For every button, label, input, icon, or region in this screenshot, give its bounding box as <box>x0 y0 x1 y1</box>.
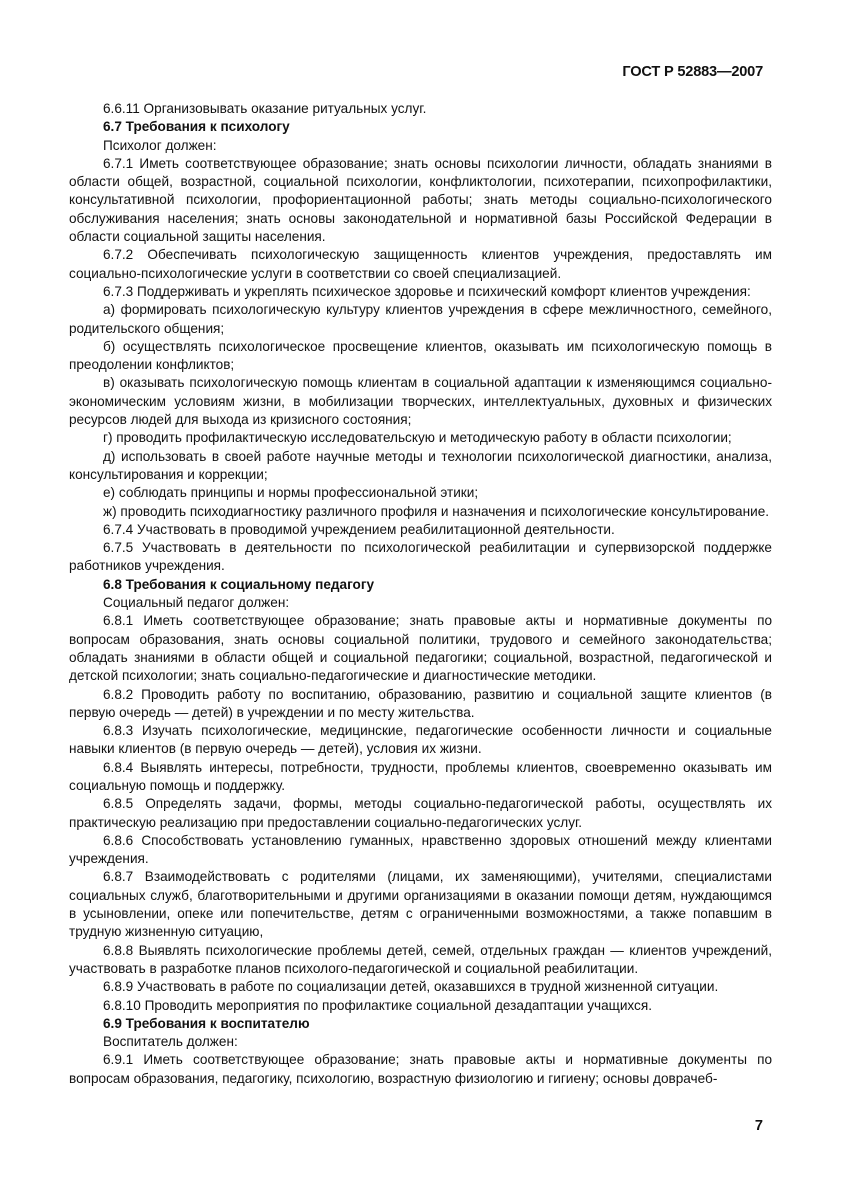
paragraph: е) соблюдать принципы и нормы профессиональной этики; <box>103 485 479 501</box>
paragraph: Воспитатель должен: <box>103 1034 238 1050</box>
section-heading: 6.9 Требования к воспитателю <box>103 1015 310 1031</box>
section-heading: 6.8 Требования к социальному педагогу <box>103 576 375 592</box>
paragraph: в) оказывать психологическую помощь клиентам в социальной адаптации к изменяющимся социально-экономическим условиям жизни, в мобилизации творческих, интеллектуальных, духовных и физических ресурсов людей для выхода из кризисного состояния; <box>69 375 772 428</box>
paragraph: 6.8.6 Способствовать установлению гуманных, нравственно здоровых отношений между клиентами учреждения. <box>69 832 772 867</box>
paragraph: 6.8.4 Выявлять интересы, потребности, трудности, проблемы клиентов, своевременно оказывать им социальную помощь и поддержку. <box>69 759 772 793</box>
page-number: 7 <box>754 1118 763 1134</box>
paragraph: Психолог должен: <box>103 137 217 153</box>
paragraph: 6.7.5 Участвовать в деятельности по психологической реабилитации и супервизорской поддержке работников учреждения. <box>69 540 772 574</box>
paragraph: 6.6.11 Организовывать оказание ритуальных услуг. <box>103 101 427 116</box>
paragraph: г) проводить профилактическую исследовательскую и методическую работу в области психологии; <box>103 430 732 446</box>
paragraph: 6.7.1 Иметь соответствующее образование; знать основы психологии личности, обладать знаниями в области общей, возрастной, социальной психологии, конфликтологии, психотерапии, психопрофилактики, консультативной психологии, профориентационной работы; знать методы социально-психологического обслуживания населения; знать основы законодательной и нормативной базы Российской Федерации в области социальной защиты населения. <box>69 155 772 245</box>
document-standard-id: ГОСТ Р 52883—2007 <box>622 64 763 80</box>
paragraph: ж) проводить психодиагностику различного профиля и назначения и психологические консультирование. <box>103 503 770 519</box>
paragraph: 6.8.10 Проводить мероприятия по профилактике социальной дезадаптации учащихся. <box>103 997 652 1013</box>
paragraph: б) осуществлять психологическое просвещение клиентов, оказывать им психологическую помощь в преодолении конфликтов; <box>69 338 772 373</box>
section-heading: 6.7 Требования к психологу <box>103 119 290 135</box>
paragraph: 6.8.8 Выявлять психологические проблемы детей, семей, отдельных граждан — клиентов учреждений, участвовать в разработке планов психолого-педагогической и социальной реабилитации. <box>69 942 772 976</box>
paragraph: 6.8.7 Взаимодействовать с родителями (лицами, их заменяющими), учителями, специалистами социальных служб, благотворительными и другими организациями в оказании помощи детям, нуждающимся в усыновлении, опеке или попечительстве, детям с ограниченными возможностями, а также попавшим в трудную жизненную ситуацию, <box>69 869 772 940</box>
document-body <box>69 100 772 1088</box>
paragraph: д) использовать в своей работе научные методы и технологии психологической диагностики, анализа, консультирования и коррекции; <box>69 448 772 482</box>
paragraph: 6.8.1 Иметь соответствующее образование; знать правовые акты и нормативные документы по вопросам образования, знать основы социальной политики, трудового и семейного законодательства; обладать знаниями в области общей и социальной педагогики; социальной, возрастной, педагогической и детской психологии; знать социально-педагогические и диагностические методики. <box>69 613 772 684</box>
paragraph: 6.8.9 Участвовать в работе по социализации детей, оказавшихся в трудной жизненной ситуации. <box>103 979 719 995</box>
paragraph: а) формировать психологическую культуру клиентов учреждения в сфере межличностного, семейного, родительского общения; <box>69 302 772 336</box>
paragraph: 6.7.4 Участвовать в проводимой учреждением реабилитационной деятельности. <box>103 521 615 537</box>
paragraph: Социальный педагог должен: <box>103 595 290 611</box>
paragraph: 6.8.2 Проводить работу по воспитанию, образованию, развитию и социальной защите клиентов (в первую очередь — детей) в учреждении и по месту жительства. <box>69 686 772 720</box>
paragraph: 6.7.3 Поддерживать и укреплять психическое здоровье и психический комфорт клиентов учреждения: <box>103 283 751 299</box>
paragraph: 6.8.5 Определять задачи, формы, методы социально-педагогической работы, осуществлять их практическую реализацию при предоставлении социально-педагогических услуг. <box>69 796 772 830</box>
paragraph: 6.7.2 Обеспечивать психологическую защищенность клиентов учреждения, предоставлять им социально-психологические услуги в соответствии со своей специализацией. <box>69 247 772 281</box>
paragraph: 6.8.3 Изучать психологические, медицинские, педагогические особенности личности и социальные навыки клиентов (в первую очередь — детей), условия их жизни. <box>69 723 772 757</box>
paragraph: 6.9.1 Иметь соответствующее образование; знать правовые акты и нормативные документы по вопросам образования, педагогику, психологию, возрастную физиологию и гигиену; основы доврачеб- <box>69 1052 772 1086</box>
